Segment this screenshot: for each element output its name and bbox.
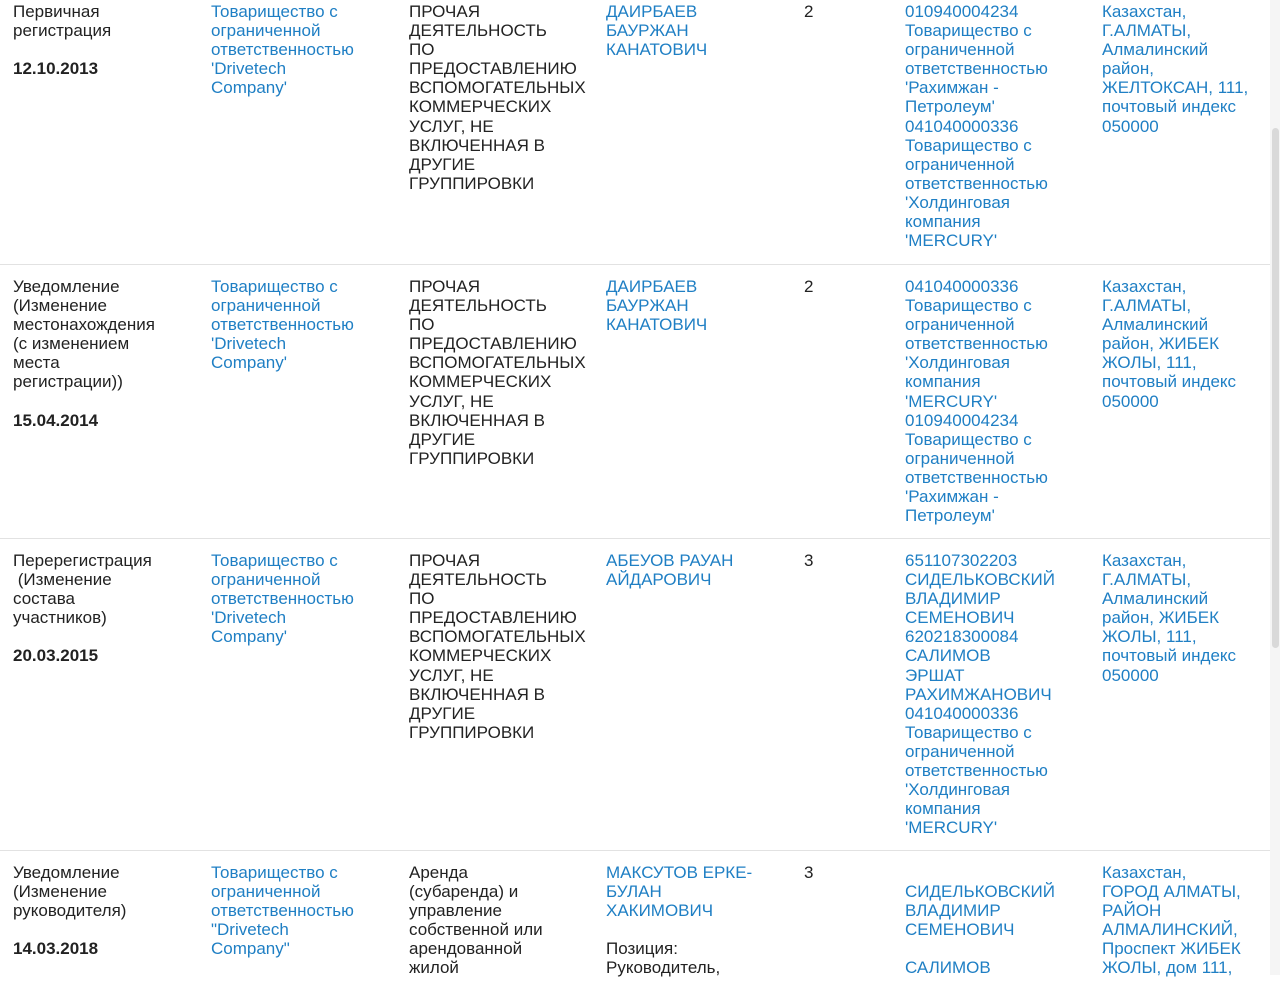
link-text[interactable]: Г.АЛМАТЫ,: [1102, 21, 1192, 41]
link-text[interactable]: район, ЖИБЕК: [1102, 608, 1220, 628]
link-text[interactable]: ограниченной: [905, 40, 1015, 60]
company-name-link[interactable]: [211, 863, 386, 958]
link-text[interactable]: Казахстан,: [1102, 2, 1187, 21]
link-text[interactable]: ответственностью: [905, 334, 1048, 354]
link-text[interactable]: 050000: [1102, 116, 1159, 136]
link-text[interactable]: Алмалинский: [1102, 40, 1209, 60]
activity-text: ВСПОМОГАТЕЛЬНЫХ: [409, 627, 586, 647]
activity-text: (субаренда) и: [409, 882, 519, 902]
link-text[interactable]: ограниченной: [905, 741, 1015, 761]
link-text[interactable]: ответственностью: [905, 761, 1048, 781]
company-name-link[interactable]: [211, 277, 386, 372]
activity-cell: [409, 863, 591, 978]
head-link[interactable]: МАКСУТОВ ЕРКЕ-: [606, 863, 753, 882]
table-row: [0, 851, 1270, 991]
table-row: [0, 539, 1270, 851]
activity-text: ПРЕДОСТАВЛЕНИЮ: [409, 59, 577, 79]
activity-text: ВСПОМОГАТЕЛЬНЫХ: [409, 353, 586, 373]
event-text: Первичная: [13, 2, 100, 21]
link-text[interactable]: 041040000336: [905, 277, 1019, 296]
spacer: [905, 863, 1085, 882]
spacer: [905, 939, 1085, 958]
event-text: регистрации)): [13, 372, 123, 392]
link-text[interactable]: СЕМЕНОВИЧ: [905, 608, 1015, 628]
head-cell: [606, 863, 781, 977]
link-text[interactable]: Товарищество с: [905, 21, 1032, 41]
vertical-scrollbar[interactable]: [1270, 0, 1280, 975]
address-link[interactable]: [1102, 551, 1262, 685]
link-text[interactable]: ЖОЛЫ, 111,: [1102, 353, 1197, 373]
event-text: (Изменение: [13, 296, 107, 316]
link-text[interactable]: ответственностью: [211, 589, 354, 609]
address-link[interactable]: [1102, 277, 1262, 411]
link-text[interactable]: Company': [211, 78, 288, 98]
link-text[interactable]: 'MERCURY': [905, 231, 998, 251]
activity-text: КОММЕРЧЕСКИХ: [409, 97, 552, 117]
event-text: места: [13, 353, 60, 373]
link-text[interactable]: СЕМЕНОВИЧ: [905, 920, 1015, 940]
head-link[interactable]: БУЛАН: [606, 882, 662, 902]
position-label: Позиция:: [606, 939, 678, 959]
link-text[interactable]: "Drivetech: [211, 920, 289, 940]
activity-text: собственной или: [409, 920, 543, 940]
head-link[interactable]: [606, 551, 781, 589]
activity-text: управление: [409, 901, 502, 921]
head-link[interactable]: [606, 277, 781, 334]
link-text[interactable]: 'MERCURY': [905, 391, 998, 411]
link-text[interactable]: АБЕУОВ РАУАН: [606, 551, 734, 570]
link-text[interactable]: ЖОЛЫ, дом 111,: [1102, 958, 1233, 978]
event-date: 15.04.2014: [13, 410, 99, 430]
link-text[interactable]: ЖОЛЫ, 111,: [1102, 627, 1197, 647]
link-text[interactable]: район, ЖИБЕК: [1102, 334, 1220, 354]
event-text: (с изменением: [13, 334, 130, 354]
link-text[interactable]: почтовый индекс: [1102, 97, 1237, 117]
link-text[interactable]: АЙДАРОВИЧ: [606, 570, 712, 590]
link-text[interactable]: Алмалинский: [1102, 315, 1209, 335]
event-date: 20.03.2015: [13, 646, 99, 666]
activity-text: арендованной: [409, 939, 523, 959]
activity-text: ДРУГИЕ: [409, 429, 476, 449]
event-text: местонахождения: [13, 315, 155, 335]
table-row: [0, 0, 1270, 265]
link-text[interactable]: РАХИМЖАНОВИЧ: [905, 684, 1052, 704]
link-text[interactable]: ответственностью: [211, 315, 354, 335]
event-text: участников): [13, 608, 107, 628]
event-text: состава: [13, 589, 75, 609]
activity-text: ГРУППИРОВКИ: [409, 448, 535, 468]
link-text[interactable]: ГОРОД АЛМАТЫ,: [1102, 882, 1241, 902]
link-text[interactable]: АЛМАЛИНСКИЙ,: [1102, 920, 1238, 940]
activity-text: ПРЕДОСТАВЛЕНИЮ: [409, 608, 577, 628]
activity-text: ГРУППИРОВКИ: [409, 173, 535, 193]
activity-text: ВСПОМОГАТЕЛЬНЫХ: [409, 78, 586, 98]
event-cell: [13, 2, 193, 78]
link-text[interactable]: КАНАТОВИЧ: [606, 315, 708, 335]
address-link[interactable]: [1102, 2, 1262, 136]
head-link[interactable]: ХАКИМОВИЧ: [606, 901, 714, 921]
link-text[interactable]: ответственностью: [905, 467, 1048, 487]
link-text[interactable]: ВЛАДИМИР: [905, 901, 1001, 921]
activity-text: ДЕЯТЕЛЬНОСТЬ: [409, 570, 547, 590]
link-text[interactable]: САЛИМОВ: [905, 646, 991, 666]
activity-text: УСЛУГ, НЕ: [409, 391, 494, 411]
participants-link[interactable]: [905, 551, 1085, 837]
activity-cell: [409, 277, 591, 468]
link-text[interactable]: СИДЕЛЬКОВСКИЙ: [905, 570, 1055, 590]
participants-count: 2: [804, 277, 814, 296]
participants-link[interactable]: [905, 863, 1085, 977]
link-text[interactable]: компания: [905, 372, 981, 392]
activity-cell: [409, 2, 591, 193]
company-name-link[interactable]: [211, 551, 386, 646]
link-text[interactable]: ограниченной: [211, 882, 321, 902]
link-text[interactable]: КАНАТОВИЧ: [606, 40, 708, 60]
event-text: Уведомление: [13, 863, 120, 882]
link-text[interactable]: Товарищество с: [905, 429, 1032, 449]
activity-text: ДЕЯТЕЛЬНОСТЬ: [409, 21, 547, 41]
link-text[interactable]: 010940004234: [905, 2, 1019, 21]
table-row: [0, 265, 1270, 539]
head-link[interactable]: [606, 2, 781, 59]
activity-text: ДРУГИЕ: [409, 154, 476, 174]
link-text[interactable]: ДАИРБАЕВ: [606, 2, 698, 21]
activity-text: УСЛУГ, НЕ: [409, 665, 494, 685]
link-text[interactable]: Company': [211, 353, 288, 373]
participants-count: 3: [804, 551, 814, 570]
activity-text: ПО: [409, 40, 435, 60]
link-text[interactable]: 041040000336: [905, 116, 1019, 136]
link-text[interactable]: 'Холдинговая: [905, 353, 1010, 373]
link-text[interactable]: ограниченной: [211, 570, 321, 590]
link-text[interactable]: ограниченной: [905, 448, 1015, 468]
link-text[interactable]: Петролеум': [905, 506, 995, 526]
link-text[interactable]: БАУРЖАН: [606, 21, 689, 41]
link-text[interactable]: Казахстан,: [1102, 551, 1187, 570]
activity-text: ПО: [409, 315, 435, 335]
activity-text: ДРУГИЕ: [409, 703, 476, 723]
link-text[interactable]: 041040000336: [905, 703, 1019, 723]
link-text[interactable]: Казахстан,: [1102, 863, 1187, 882]
link-text[interactable]: ВЛАДИМИР: [905, 589, 1001, 609]
activity-text: ВКЛЮЧЕННАЯ В: [409, 135, 545, 155]
activity-text: КОММЕРЧЕСКИХ: [409, 372, 552, 392]
link-text[interactable]: ограниченной: [905, 154, 1015, 174]
link-text[interactable]: Петролеум': [905, 97, 995, 117]
link-text[interactable]: Товарищество с: [211, 2, 338, 21]
link-text[interactable]: Проспект ЖИБЕК: [1102, 939, 1241, 959]
link-text[interactable]: Товарищество с: [211, 551, 338, 570]
link-text[interactable]: 'Холдинговая: [905, 192, 1010, 212]
link-text[interactable]: Company': [211, 627, 288, 647]
link-text[interactable]: район,: [1102, 59, 1154, 79]
activity-text: Аренда: [409, 863, 469, 882]
link-text[interactable]: компания: [905, 799, 981, 819]
link-text[interactable]: ответственностью: [905, 173, 1048, 193]
link-text[interactable]: почтовый индекс: [1102, 372, 1237, 392]
event-cell: [13, 551, 193, 665]
link-text[interactable]: почтовый индекс: [1102, 646, 1237, 666]
link-text[interactable]: СИДЕЛЬКОВСКИЙ: [905, 882, 1055, 901]
event-text: регистрация: [13, 21, 112, 41]
event-text: (Изменение: [13, 882, 107, 902]
link-text[interactable]: Алмалинский: [1102, 589, 1209, 609]
link-text[interactable]: БАУРЖАН: [606, 296, 689, 316]
activity-text: жилой: [409, 958, 459, 978]
link-text[interactable]: 620218300084: [905, 627, 1019, 647]
link-text[interactable]: ЭРШАТ: [905, 665, 965, 685]
link-text[interactable]: ответственностью: [905, 59, 1048, 79]
link-text[interactable]: Г.АЛМАТЫ,: [1102, 570, 1192, 590]
link-text[interactable]: 050000: [1102, 665, 1159, 685]
event-cell: [13, 863, 193, 958]
link-text[interactable]: 'Drivetech: [211, 608, 287, 628]
link-text[interactable]: ЖЕЛТОКСАН, 111,: [1102, 78, 1249, 98]
link-text[interactable]: ограниченной: [905, 315, 1015, 335]
link-text[interactable]: Товарищество с: [211, 863, 338, 882]
link-text[interactable]: Товарищество с: [211, 277, 338, 296]
link-text[interactable]: 'Drivetech: [211, 59, 287, 79]
company-name-link[interactable]: [211, 2, 386, 97]
link-text[interactable]: ограниченной: [211, 296, 321, 316]
activity-text: ДЕЯТЕЛЬНОСТЬ: [409, 296, 547, 316]
link-text[interactable]: 'Рахимжан -: [905, 487, 999, 507]
activity-text: ПРЕДОСТАВЛЕНИЮ: [409, 334, 577, 354]
address-link[interactable]: [1102, 863, 1262, 978]
position-value: Руководитель,: [606, 958, 721, 978]
link-text[interactable]: ответственностью: [211, 40, 354, 60]
activity-text: ПРОЧАЯ: [409, 277, 480, 296]
participants-count: 3: [804, 863, 814, 882]
link-text[interactable]: 'MERCURY': [905, 818, 998, 838]
link-text[interactable]: Товарищество с: [905, 296, 1032, 316]
link-text[interactable]: 050000: [1102, 391, 1159, 411]
link-text[interactable]: Company": [211, 939, 290, 959]
event-date: 12.10.2013: [13, 59, 99, 79]
link-text[interactable]: ДАИРБАЕВ: [606, 277, 698, 296]
participants-link[interactable]: [905, 277, 1085, 525]
link-text[interactable]: САЛИМОВ: [905, 958, 991, 978]
link-text[interactable]: 'Рахимжан -: [905, 78, 999, 98]
activity-text: УСЛУГ, НЕ: [409, 116, 494, 136]
event-text: Уведомление: [13, 277, 120, 296]
link-text[interactable]: Г.АЛМАТЫ,: [1102, 296, 1192, 316]
link-text[interactable]: 010940004234: [905, 410, 1019, 430]
event-text: Перерегистрация: [13, 551, 152, 570]
link-text[interactable]: 651107302203: [905, 551, 1018, 570]
event-date: 14.03.2018: [13, 939, 99, 959]
activity-text: ВКЛЮЧЕННАЯ В: [409, 684, 545, 704]
activity-text: ПО: [409, 589, 435, 609]
participants-link[interactable]: [905, 2, 1085, 250]
activity-text: КОММЕРЧЕСКИХ: [409, 646, 552, 666]
link-text[interactable]: Товарищество с: [905, 135, 1032, 155]
link-text[interactable]: Товарищество с: [905, 722, 1032, 742]
link-text[interactable]: 'Drivetech: [211, 334, 287, 354]
scrollbar-thumb[interactable]: [1272, 128, 1279, 648]
link-text[interactable]: компания: [905, 212, 981, 232]
link-text[interactable]: 'Холдинговая: [905, 780, 1010, 800]
activity-text: ВКЛЮЧЕННАЯ В: [409, 410, 545, 430]
link-text[interactable]: ответственностью: [211, 901, 354, 921]
link-text[interactable]: ограниченной: [211, 21, 321, 41]
activity-text: ПРОЧАЯ: [409, 551, 480, 570]
link-text[interactable]: РАЙОН: [1102, 901, 1162, 921]
activity-text: ПРОЧАЯ: [409, 2, 480, 21]
link-text[interactable]: Казахстан,: [1102, 277, 1187, 296]
event-text: руководителя): [13, 901, 127, 921]
participants-count: 2: [804, 2, 814, 21]
activity-text: ГРУППИРОВКИ: [409, 722, 535, 742]
event-text: (Изменение: [13, 570, 112, 590]
activity-cell: [409, 551, 591, 742]
event-cell: [13, 277, 193, 430]
